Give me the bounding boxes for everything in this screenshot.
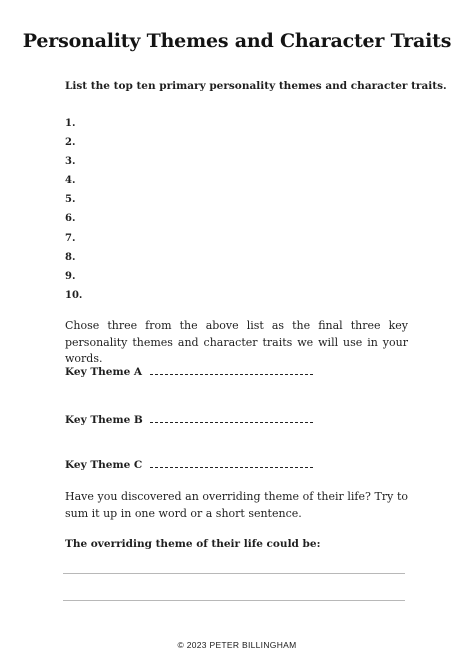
choose-three-paragraph: Chose three from the above list as the final three key personality themes and character traits we will use in your words. (65, 319, 408, 365)
list-item: 1. (65, 118, 76, 129)
answer-line (63, 600, 405, 601)
key-theme-b-label: Key Theme B (65, 414, 143, 426)
list-item: 6. (65, 213, 76, 225)
key-theme-b-blank (150, 421, 313, 423)
list-instruction: List the top ten primary personality themes and character traits. (65, 80, 447, 92)
list-item: 7. (65, 232, 76, 244)
key-theme-c-row (65, 459, 313, 471)
key-theme-b-row (65, 414, 313, 426)
key-theme-a-label: Key Theme A (65, 366, 143, 378)
list-item: 3. (65, 156, 76, 168)
key-theme-a-blank (150, 373, 313, 375)
key-theme-c-label: Key Theme C (65, 459, 143, 471)
page-title: Personality Themes and Character Traits (22, 30, 452, 52)
list-item: 4. (65, 175, 76, 187)
list-item: 8. (65, 251, 76, 263)
key-theme-a-row (65, 366, 313, 378)
list-item: 10. (65, 289, 83, 301)
copyright-footer: © 2023 PETER BILLINGHAM (177, 640, 297, 650)
list-item: 2. (65, 137, 76, 149)
overriding-theme-paragraph: Have you discovered an overriding theme of their life? Try to sum it up in one word or a short sentence. (65, 490, 408, 520)
overriding-theme-label: The overriding theme of their life could be: (65, 538, 321, 550)
answer-line (63, 573, 405, 574)
list-item: 5. (65, 194, 76, 206)
numbered-blank-list (65, 114, 82, 305)
list-item: 9. (65, 270, 76, 282)
key-theme-c-blank (150, 466, 313, 468)
